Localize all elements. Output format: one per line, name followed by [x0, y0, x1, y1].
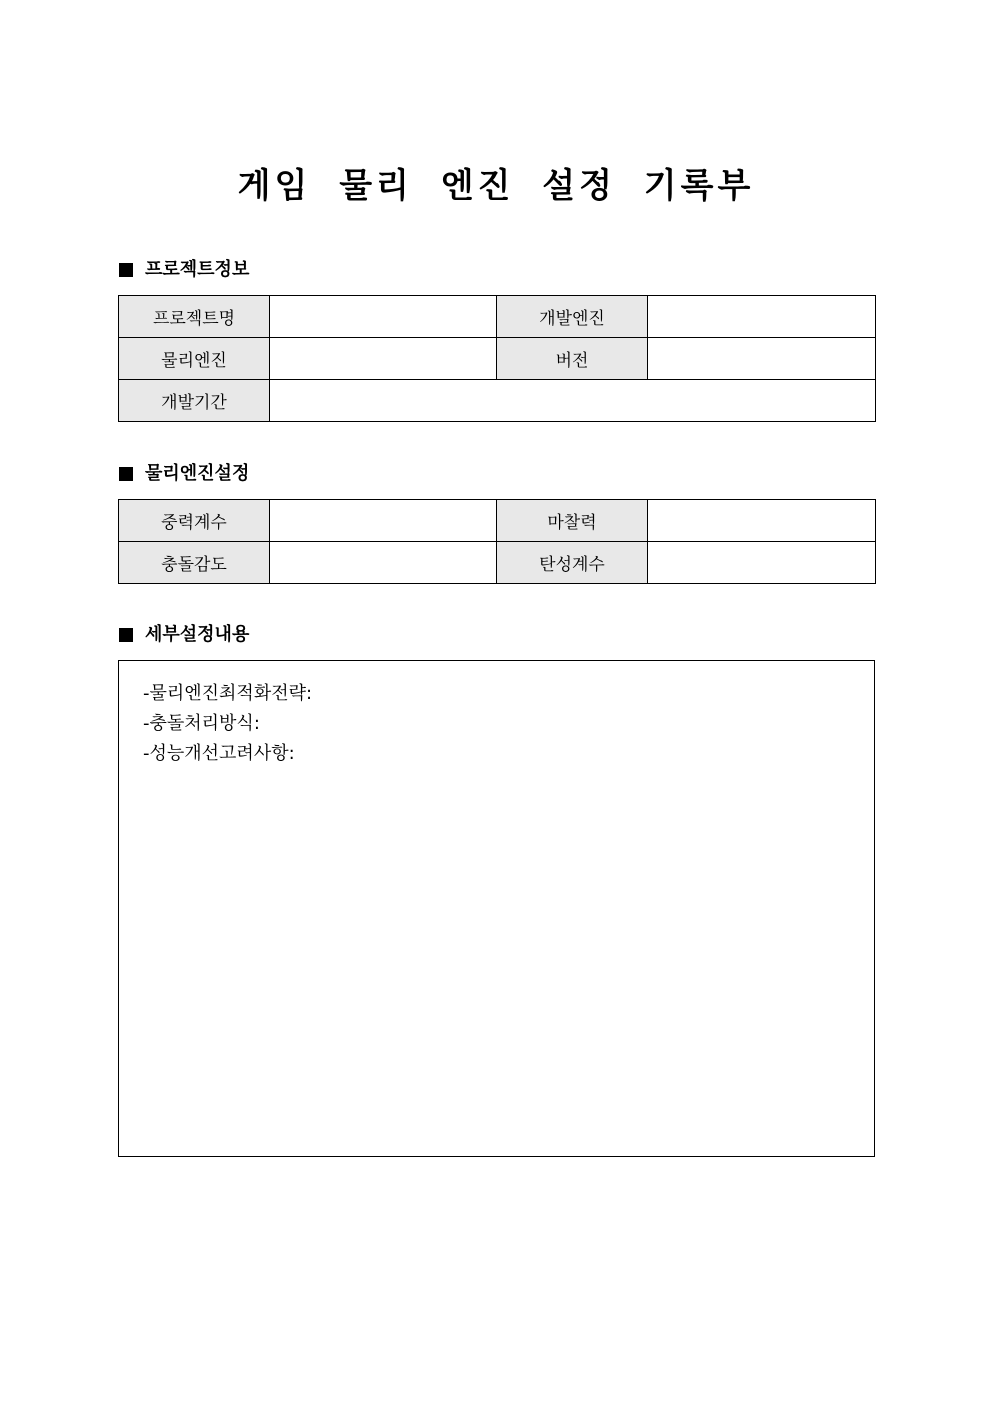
detail-line-performance: -성능개선고려사항:	[143, 743, 295, 764]
project-name-label: 프로젝트명	[119, 296, 270, 338]
table-row	[119, 542, 876, 584]
physics-engine-field[interactable]	[270, 338, 497, 380]
physics-engine-label: 물리엔진	[119, 338, 270, 380]
section-heading-physics-settings	[119, 462, 249, 486]
table-row	[119, 380, 876, 422]
section-heading-label: 프로젝트정보	[145, 259, 250, 280]
collision-sensitivity-field[interactable]	[270, 542, 497, 584]
detail-line-collision: -충돌처리방식:	[143, 713, 260, 734]
section-heading-label: 세부설정내용	[145, 624, 250, 645]
square-bullet-icon	[119, 628, 133, 642]
section-heading-details	[119, 623, 249, 647]
dev-period-label: 개발기간	[119, 380, 270, 422]
project-name-field[interactable]	[270, 296, 497, 338]
elasticity-label: 탄성계수	[497, 542, 648, 584]
friction-label: 마찰력	[497, 500, 648, 542]
table-row	[119, 338, 876, 380]
table-row	[119, 500, 876, 542]
dev-engine-field[interactable]	[648, 296, 876, 338]
section-heading-project-info	[119, 258, 249, 282]
version-field[interactable]	[648, 338, 876, 380]
details-text-area[interactable]	[118, 660, 875, 1157]
dev-engine-label: 개발엔진	[497, 296, 648, 338]
table-row	[119, 296, 876, 338]
section-heading-label: 물리엔진설정	[145, 463, 250, 484]
friction-field[interactable]	[648, 500, 876, 542]
dev-period-field[interactable]	[270, 380, 876, 422]
square-bullet-icon	[119, 263, 133, 277]
project-info-table	[118, 295, 876, 422]
details-lines	[143, 679, 312, 769]
detail-line-optimization: -물리엔진최적화전략:	[143, 683, 313, 704]
gravity-field[interactable]	[270, 500, 497, 542]
physics-settings-table	[118, 499, 876, 584]
version-label: 버전	[497, 338, 648, 380]
page-title: 게임 물리 엔진 설정 기록부	[237, 166, 755, 206]
gravity-label: 중력계수	[119, 500, 270, 542]
elasticity-field[interactable]	[648, 542, 876, 584]
collision-sensitivity-label: 충돌감도	[119, 542, 270, 584]
square-bullet-icon	[119, 467, 133, 481]
